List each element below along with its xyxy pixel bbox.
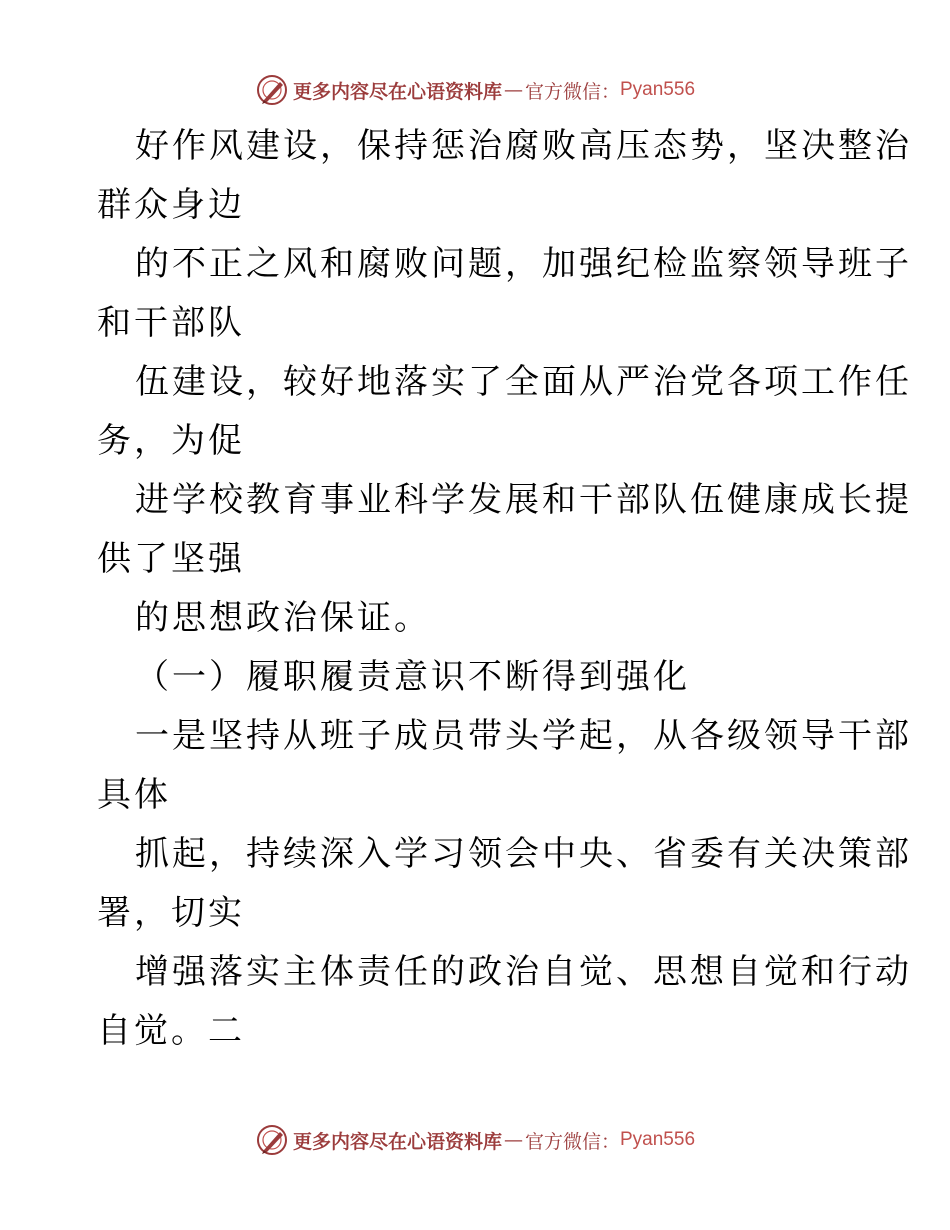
section-heading: （一）履职履责意识不断得到强化 (135, 657, 690, 697)
document-body (97, 117, 912, 1061)
pen-circle-logo-icon (255, 73, 289, 107)
body-line: 自觉。二 (97, 1011, 245, 1051)
body-line: 的思想政治保证。 (135, 598, 431, 638)
footer-wechat-id: Pyan556 (620, 1129, 696, 1150)
body-line: 群众身边 (97, 185, 245, 225)
header-dash: — (503, 79, 523, 101)
footer-dash: — (503, 1129, 523, 1151)
pen-circle-logo-icon (255, 1123, 289, 1157)
body-line: 一是坚持从班子成员带头学起，从各级领导干部 (135, 716, 912, 756)
body-line: 伍建设，较好地落实了全面从严治党各项工作任 (135, 362, 912, 402)
body-line: 务，为促 (97, 421, 245, 461)
footer-wechat-label: 官方微信： (524, 1130, 620, 1153)
body-line: 供了坚强 (97, 539, 245, 579)
body-line: 的不正之风和腐败问题，加强纪检监察领导班子 (135, 244, 912, 284)
header-wechat-id: Pyan556 (620, 79, 696, 100)
body-line: 进学校教育事业科学发展和干部队伍健康成长提 (135, 480, 912, 520)
body-line: 抓起，持续深入学习领会中央、省委有关决策部 (135, 834, 912, 874)
body-line: 署，切实 (97, 893, 245, 933)
body-line: 好作风建设，保持惩治腐败高压态势，坚决整治 (135, 126, 912, 166)
footer-banner (0, 1120, 950, 1160)
header-wechat-label: 官方微信： (524, 80, 620, 103)
header-banner (0, 70, 950, 110)
body-line: 具体 (97, 775, 171, 815)
body-line: 增强落实主体责任的政治自觉、思想自觉和行动 (135, 952, 912, 992)
body-line: 和干部队 (97, 303, 245, 343)
footer-brand-text: 更多内容尽在心语资料库 (292, 1130, 502, 1153)
header-brand-text: 更多内容尽在心语资料库 (292, 80, 502, 103)
